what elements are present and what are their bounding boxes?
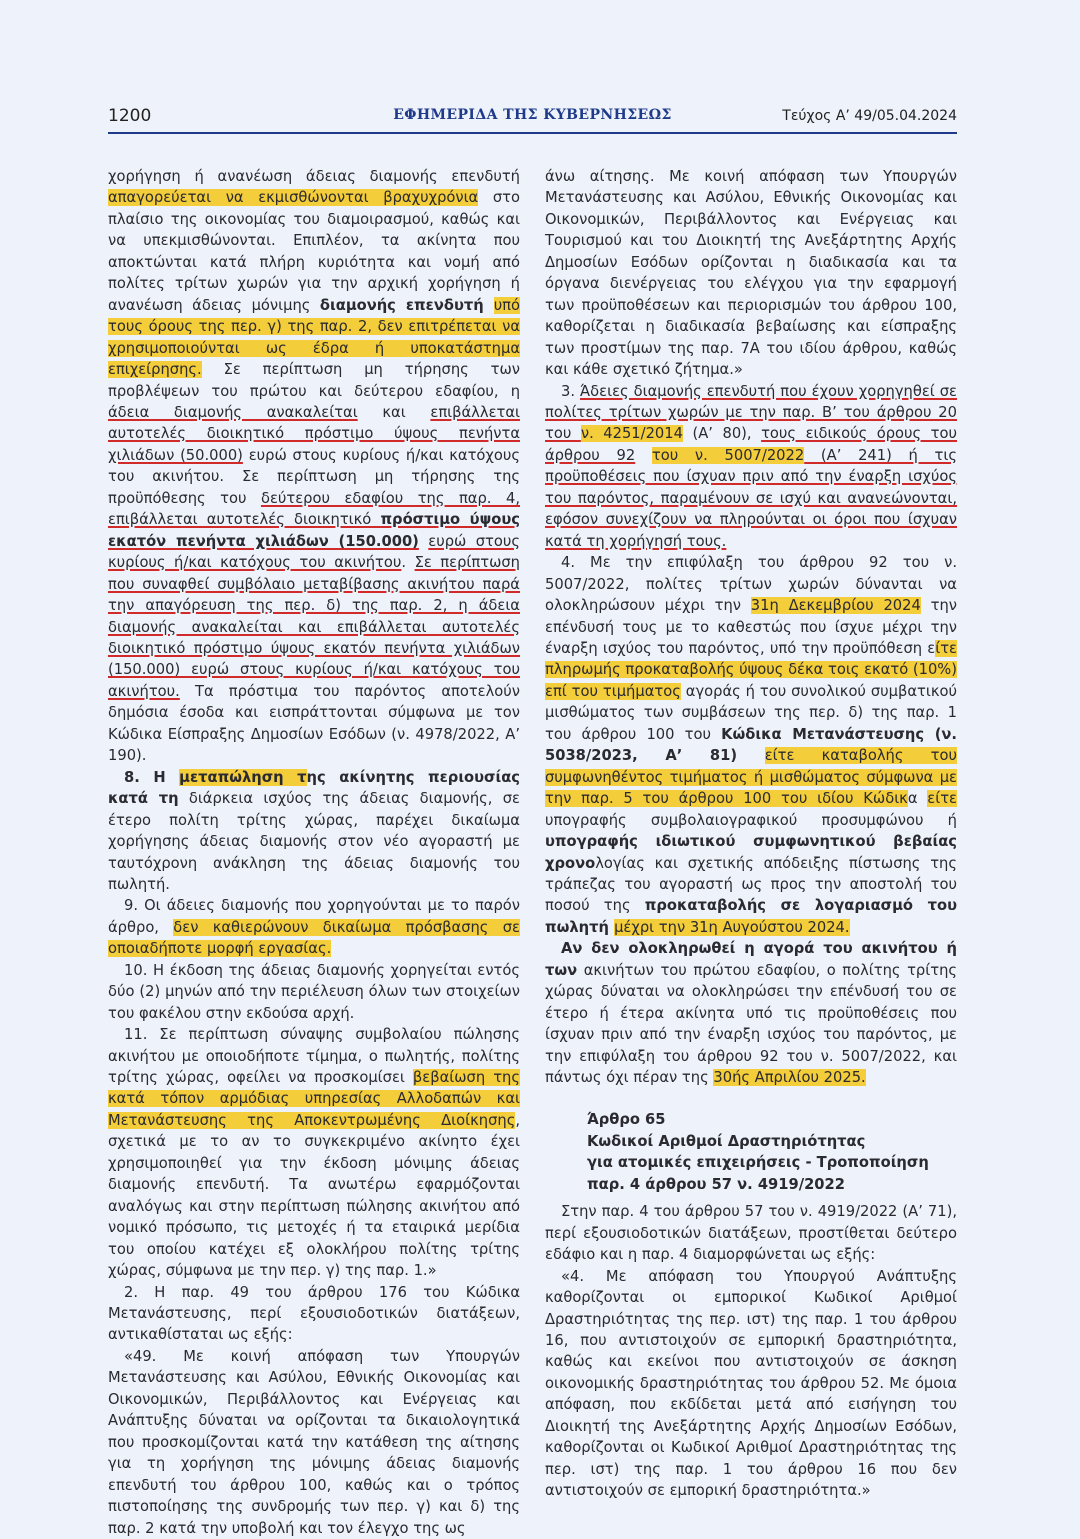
underline: ευρώ στους κυρίους ή/και κατόχους του ακινήτου [108, 532, 520, 572]
underline: πρόστιμο ύψους εκατόν πενήντα χιλιάδων (150.000) [108, 511, 520, 550]
paragraph-2: 2. Η παρ. 49 του άρθρου 176 του Κώδικα Μετανάστευσης, περί εξουσιοδοτικών διατάξεων, αντικαθίσταται ως εξής: [108, 1283, 520, 1344]
highlight: 31η Δεκεμβρίου 2024 [750, 597, 921, 615]
highlight: είτε [927, 790, 957, 808]
paragraph-49: «49. Με κοινή απόφαση των Υπουργών Μετανάστευσης και Ασύλου, Εθνικής Οικονομίας και Οικονομικών, Περιβάλλοντος και Ενέργειας και Ανάπτυξης δύναται να ορίζονται τα δικαιολογητικά που προσκομίζονται κατά την κατάθεση της αίτησης για τη χορήγηση της μόνιμης άδειας διαμονής επενδυτή του άρθρου 100, καθώς και ο τρόπος πιστοποίησης της συνδρομής των περ. γ) και δ) της παρ. 2 κατά την υποβολή και τον έλεγχο της ως [108, 1347, 520, 1537]
article-title-line-2: για ατομικές επιχειρήσεις - Τροποποίηση [587, 1154, 929, 1172]
article-title-line-1: Κωδικοί Αριθμοί Δραστηριότητας [587, 1132, 866, 1150]
paragraph-4: 4. Με την επιφύλαξη του άρθρου 92 του ν. 5007/2022, πολίτες τρίτων χωρών δύνανται να ολοκληρώσουν μέχρι την 31η Δεκεμβρίου 2024 την επένδυσή τους με το καθεστώς που ίσχυε μέχρι την έναρξη ισχύος του παρόντος, υπό την προϋπόθεση είτε πληρωμής προκαταβολής ύψους δέκα τοις εκατό (10%) επί του τιμήματος αγοράς ή του συνολικού συμβατικού μισθώματος των συμβάσεων της περ. δ) της παρ. 1 του άρθρου 100 του Κώδικα Μετανάστευσης (ν. 5038/2023, Α’ 81) είτε καταβολής του συμφωνηθέντος τιμήματος ή μισθώματος σύμφωνα με την παρ. 5 του άρθρου 100 του ιδίου Κώδικα είτε υπογραφής συμβολαιογραφικού προσυμφώνου ή υπογραφής ιδιωτικού συμφωνητικού βεβαίας χρονολογίας και σχετικής απόδειξης πίστωσης της τράπεζας του αγοραστή ως προς την αποστολή του ποσού της προκαταβολής σε λογαριασμό του πωλητή μέχρι την 31η Αυγούστου 2024. [545, 554, 958, 936]
paragraph-an: Αν δεν ολοκληρωθεί η αγορά του ακινήτου ή των ακινήτων του πρώτου εδαφίου, ο πολίτης τρίτης χώρας δύναται να ολοκληρώσει την επένδυσή του σε έτερο ή έτερα ακίνητα υπό τις προϋποθέσεις που ίσχυαν πριν από την έναρξη ισχύος του παρόντος, με την επιφύλαξη του άρθρου 92 του ν. 5007/2022, και πάντως όχι πέραν της 30ής Απριλίου 2025. [545, 940, 957, 1087]
highlight: 30ής Απριλίου 2025. [713, 1069, 866, 1087]
highlight: μέχρι την 31η Αυγούστου 2024. [614, 918, 850, 936]
highlight: δεν καθιερώνουν δικαίωμα πρόσβασης σε οποιαδήποτε μορφή εργασίας. [108, 918, 520, 958]
paragraph-9: 9. Οι άδειες διαμονής που χορηγούνται με το παρόν άρθρο, δεν καθιερώνουν δικαίωμα πρόσβασης σε οποιαδήποτε μορφή εργασίας. [108, 897, 520, 958]
paragraph-continuation: χορήγηση ή ανανέωση άδειας διαμονής επενδυτή απαγορεύεται να εκμισθώνονται βραχυχρόνια στο πλαίσιο της οικονομίας του διαμοιρασμού, καθώς και να υπεκμισθώνονται. Επιπλέον, τα ακίνητα που αποκτώνται κατά πλήρη κυριότητα και νομή από πολίτες τρίτων χωρών για την αρχική χορήγηση ή ανανέωση άδειας μόνιμης διαμονής επενδυτή υπό τους όρους της περ. γ) της παρ. 2, δεν επιτρέπεται να χρησιμοποιούνται ως έδρα ή υποκατάστημα επιχείρησης. Σε περίπτωση μη τήρησης των προβλέψεων του πρώτου και δεύτερου εδαφίου, η άδεια διαμονής ανακαλείται και επιβάλλεται αυτοτελές διοικητικό πρόστιμο ύψους πενήντα χιλιάδων (50.000) ευρώ στους κυρίους ή/και κατόχους του ακινήτου. Σε περίπτωση μη τήρησης της προϋπόθεσης του δεύτερου εδαφίου της παρ. 4, επιβάλλεται αυτοτελές διοικητικό πρόστιμο ύψους εκατόν πενήντα χιλιάδων (150.000) ευρώ στους κυρίους ή/και κατόχους του ακινήτου. Σε περίπτωση που συναφθεί συμβόλαιο μεταβίβασης ακινήτου παρά την απαγόρευση της περ. δ) της παρ. 2, η άδεια διαμονής ανακαλείται και επιβάλλεται αυτοτελές διοικητικό πρόστιμο ύψους εκατόν πενήντα χιλιάδων (150.000) ευρώ στους κυρίους ή/και κατόχους του ακινήτου. Τα πρόστιμα του παρόντος αποτελούν δημόσια έσοδα και εισπράττονται σύμφωνα με τον Κώδικα Είσπραξης Δημοσίων Εσόδων (ν. 4978/2022, Α’ 190). [108, 168, 521, 765]
paragraph-3: 3. Άδειες διαμονής επενδυτή που έχουν χορηγηθεί σε πολίτες τρίτων χωρών με την παρ. Β’ του άρθρου 20 του ν. 4251/2014 (Α’ 80), τους ειδικούς όρους του άρθρου 92 του ν. 5007/2022 (Α’ 241) ή τις προϋποθέσεις που ίσχυαν πριν από την έναρξη ισχύος του παρόντος, παραμένουν σε ισχύ και ανανεώνονται, εφόσον συνεχίζουν να πληρούνται οι όροι που ίσχυαν κατά τη χορήγησή τους. [545, 382, 957, 550]
issue-reference: Τεύχος Α’ 49/05.04.2024 [782, 108, 957, 124]
page-number: 1200 [108, 106, 152, 126]
paragraph-continuation-right: άνω αίτησης. Με κοινή απόφαση των Υπουργών Μετανάστευσης και Ασύλου, Εθνικής Οικονομίας και Οικονομικών, Περιβάλλοντος και Ενέργειας και Τουρισμού και του Διοικητή της Ανεξάρτητης Αρχής Δημοσίων Εσόδων ορίζονται η διαδικασία και τα όργανα διενέργειας του ελέγχου για την εφαρμογή των προϋποθέσεων και περιορισμών του άρθρου 100, καθορίζεται η διαδικασία βεβαίωσης και είσπραξης των προστίμων της παρ. 7Α του ιδίου άρθρου, καθώς και κάθε σχετικό ζήτημα.» [545, 168, 957, 379]
underline: τους ειδικούς όρους του άρθρου 92 [545, 425, 957, 464]
underline: (Α’ 241) ή τις προϋποθέσεις που ίσχυαν πριν από την έναρξη ισχύος του παρόντος, παραμένουν σε ισχύ και ανανεώνονται, εφόσον συνεχίζουν να πληρούνται οι όροι που ίσχυαν κατά τη χορήγησή τους. [545, 446, 957, 550]
highlight: υπό τους όρους της περ. γ) της παρ. 2, δεν επιτρέπεται να χρησιμοποιούνται ως έδρα ή υποκατάστημα επιχείρησης. [108, 296, 521, 379]
paragraph-8: 8. Η μεταπώληση της ακίνητης περιουσίας κατά τη διάρκεια ισχύος της άδειας διαμονής, σε έτερο πολίτη τρίτης χώρας, παρέχει δικαίωμα χορήγησης άδειας διαμονής στον νέο αγοραστή με ταυτόχρονη ανάκληση της άδειας διαμονής του πωλητή. [108, 768, 521, 893]
underline: Άδειες διαμονής επενδυτή που έχουν χορηγηθεί σε πολίτες τρίτων χωρών με την παρ. Β’ του άρθρου 20 του [545, 382, 957, 443]
paragraph-10: 10. Η έκδοση της άδειας διαμονής χορηγείται εντός δύο (2) μηνών από την περιέλευση όλων των στοιχείων του φακέλου στην εκδούσα αρχή. [108, 961, 520, 1022]
underline: Σε περίπτωση που συναφθεί συμβόλαιο μεταβίβασης ακινήτου παρά την απαγόρευση της περ. δ) της παρ. 2, η άδεια διαμονής ανακαλείται και επιβάλλεται αυτοτελές διοικητικό πρόστιμο ύψους εκατόν πενήντα χιλιάδων (150.000) ευρώ στους κυρίους ή/και κατόχους του ακινήτου. [108, 554, 520, 700]
underline: δεύτερου εδαφίου της παρ. 4, επιβάλλεται αυτοτελές διοικητικό [108, 489, 520, 529]
article-paragraph-2: «4. Με απόφαση του Υπουργού Ανάπτυξης καθορίζονται οι εμπορικοί Κωδικοί Αριθμοί Δραστηριότητας της περ. ιστ) της παρ. 1 του άρθρου 16, που αντιστοιχούν σε εμπορική δραστηριότητα, καθώς και εκείνοι που αντιστοιχούν σε άσκηση οικονομικής δραστηριότητας του άρθρου 52. Με όμοια απόφαση, που εκδίδεται μετά από εισήγηση του Διοικητή της Ανεξάρτητης Αρχής Δημοσίων Εσόδων, καθορίζονται οι Κωδικοί Αριθμοί Δραστηριότητας της περ. ιστ) της παρ. 1 του άρθρου 16 που δεν αντιστοιχούν σε εμπορική δραστηριότητα.» [545, 1267, 957, 1500]
highlight: ν. 4251/2014 [580, 425, 683, 443]
page-header [108, 106, 957, 134]
highlight: ίτε πληρωμής προκαταβολής ύψους δέκα τοις εκατό (10%) επί του τιμήματος [545, 639, 957, 700]
highlight: του ν. 5007/2022 [651, 446, 805, 464]
highlight: βεβαίωση της κατά τόπον αρμόδιας υπηρεσίας Αλλοδαπών και Μετανάστευσης της Αποκεντρωμένης Διοίκησης [108, 1069, 520, 1129]
left-column [108, 166, 520, 1539]
paragraph-11: 11. Σε περίπτωση σύναψης συμβολαίου πώλησης ακινήτου με οποιοδήποτε τίμημα, ο πωλητής, πολίτης τρίτης χώρας, οφείλει να προσκομίσει βεβαίωση της κατά τόπον αρμόδιας υπηρεσίας Αλλοδαπών και Μετανάστευσης της Αποκεντρωμένης Διοίκησης, σχετικά με το αν το συγκεκριμένο ακίνητο έχει χρησιμοποιηθεί για την έκδοση μόνιμης άδειας διαμονής επενδυτή. Τα ανωτέρω εφαρμόζονται αναλόγως και στην περίπτωση πώλησης ακινήτου από νομικό πρόσωπο, τις μετοχές ή τα εταιρικά μερίδια του οποίου κατέχει εξ ολοκλήρου πολίτης τρίτης χώρας, σύμφωνα με την περ. γ) της παρ. 1.» [108, 1026, 520, 1280]
highlight: απαγορεύεται να εκμισθώνονται βραχυχρόνια [108, 189, 479, 207]
underline: άδεια διαμονής ανακαλείται [108, 403, 358, 421]
underline: επιβάλλεται αυτοτελές διοικητικό πρόστιμο ύψους πενήντα χιλιάδων (50.000) [108, 403, 520, 464]
right-column [545, 166, 957, 1502]
gazette-title: ΕΦΗΜΕΡΙΔΑ ΤΗΣ ΚΥΒΕΡΝΗΣΕΩΣ [393, 107, 672, 123]
article-title-line-3: παρ. 4 άρθρου 57 ν. 4919/2022 [587, 1175, 845, 1193]
highlight: είτε καταβολής του συμφωνηθέντος τιμήματος ή μισθώματος σύμφωνα με την παρ. 5 του άρθρου 100 του ιδίου Κώδικ [545, 747, 957, 808]
article-number: Άρθρο 65 [587, 1111, 666, 1129]
highlight: μεταπώληση τ [179, 768, 307, 786]
article-paragraph-1: Στην παρ. 4 του άρθρου 57 του ν. 4919/2022 (Α’ 71), περί εξουσιοδοτικών διατάξεων, προστίθεται δεύτερο εδάφιο και η παρ. 4 διαμορφώνεται ως εξής: [545, 1203, 957, 1264]
